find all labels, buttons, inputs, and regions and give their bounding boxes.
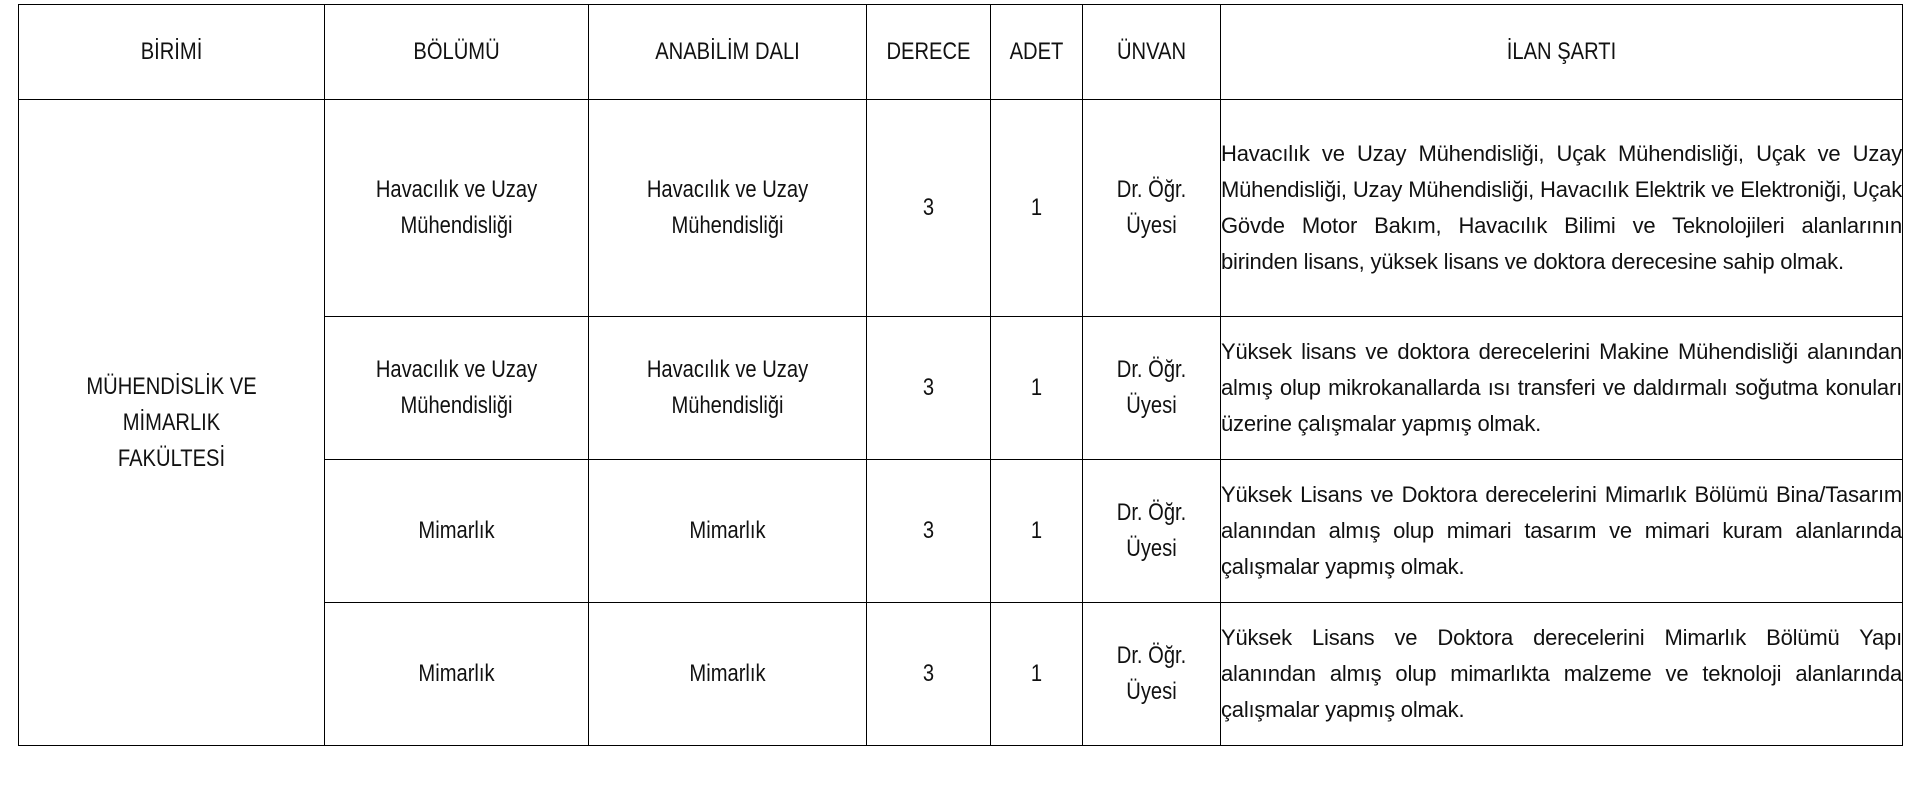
header-birimi: BİRİMİ xyxy=(19,5,325,100)
bolumu-cell: Mimarlık xyxy=(325,603,589,746)
table-row xyxy=(19,100,1903,317)
unvan-cell: Dr. Öğr. Üyesi xyxy=(1083,460,1221,603)
ilan-sarti-cell: Havacılık ve Uzay Mühendisliği, Uçak Mühendisliği, Uçak ve Uzay Mühendisliği, Uzay Mühendisliği, Havacılık Elektrik ve Elektroniği, Uçak Gövde Motor Bakım, Havacılık Bilimi ve Teknolojileri alanlarının birinden lisans, yüksek lisans ve doktora derecesine sahip olmak. xyxy=(1221,100,1903,317)
unvan-cell: Dr. Öğr. Üyesi xyxy=(1083,603,1221,746)
anabilim-dali-cell: Havacılık ve Uzay Mühendisliği xyxy=(589,100,867,317)
header-adet: ADET xyxy=(991,5,1083,100)
adet-cell: 1 xyxy=(991,100,1083,317)
anabilim-dali-cell: Mimarlık xyxy=(589,460,867,603)
anabilim-dali-cell: Havacılık ve Uzay Mühendisliği xyxy=(589,317,867,460)
header-anabilim-dali: ANABİLİM DALI xyxy=(589,5,867,100)
ilan-sarti-cell: Yüksek Lisans ve Doktora derecelerini Mimarlık Bölümü Bina/Tasarım alanından almış olup mimari tasarım ve mimari kuram alanlarında çalışmalar yapmış olmak. xyxy=(1221,460,1903,603)
bolumu-cell: Havacılık ve Uzay Mühendisliği xyxy=(325,317,589,460)
header-row xyxy=(19,5,1903,100)
derece-cell: 3 xyxy=(867,460,991,603)
bolumu-cell: Havacılık ve Uzay Mühendisliği xyxy=(325,100,589,317)
header-bolumu: BÖLÜMÜ xyxy=(325,5,589,100)
header-unvan: ÜNVAN xyxy=(1083,5,1221,100)
birim-cell: MÜHENDİSLİK VE MİMARLIK FAKÜLTESİ xyxy=(19,100,325,746)
derece-cell: 3 xyxy=(867,603,991,746)
unvan-cell: Dr. Öğr. Üyesi xyxy=(1083,100,1221,317)
derece-cell: 3 xyxy=(867,317,991,460)
ilan-sarti-cell: Yüksek lisans ve doktora derecelerini Makine Mühendisliği alanından almış olup mikrokanallarda ısı transferi ve daldırmalı soğutma konuları üzerine çalışmalar yapmış olmak. xyxy=(1221,317,1903,460)
adet-cell: 1 xyxy=(991,317,1083,460)
ilan-sarti-cell: Yüksek Lisans ve Doktora derecelerini Mimarlık Bölümü Yapı alanından almış olup mimarlıkta malzeme ve teknoloji alanlarında çalışmalar yapmış olmak. xyxy=(1221,603,1903,746)
header-derece: DERECE xyxy=(867,5,991,100)
adet-cell: 1 xyxy=(991,460,1083,603)
adet-cell: 1 xyxy=(991,603,1083,746)
anabilim-dali-cell: Mimarlık xyxy=(589,603,867,746)
bolumu-cell: Mimarlık xyxy=(325,460,589,603)
unvan-cell: Dr. Öğr. Üyesi xyxy=(1083,317,1221,460)
job-posting-table xyxy=(18,4,1903,746)
header-ilan-sarti: İLAN ŞARTI xyxy=(1221,5,1903,100)
derece-cell: 3 xyxy=(867,100,991,317)
